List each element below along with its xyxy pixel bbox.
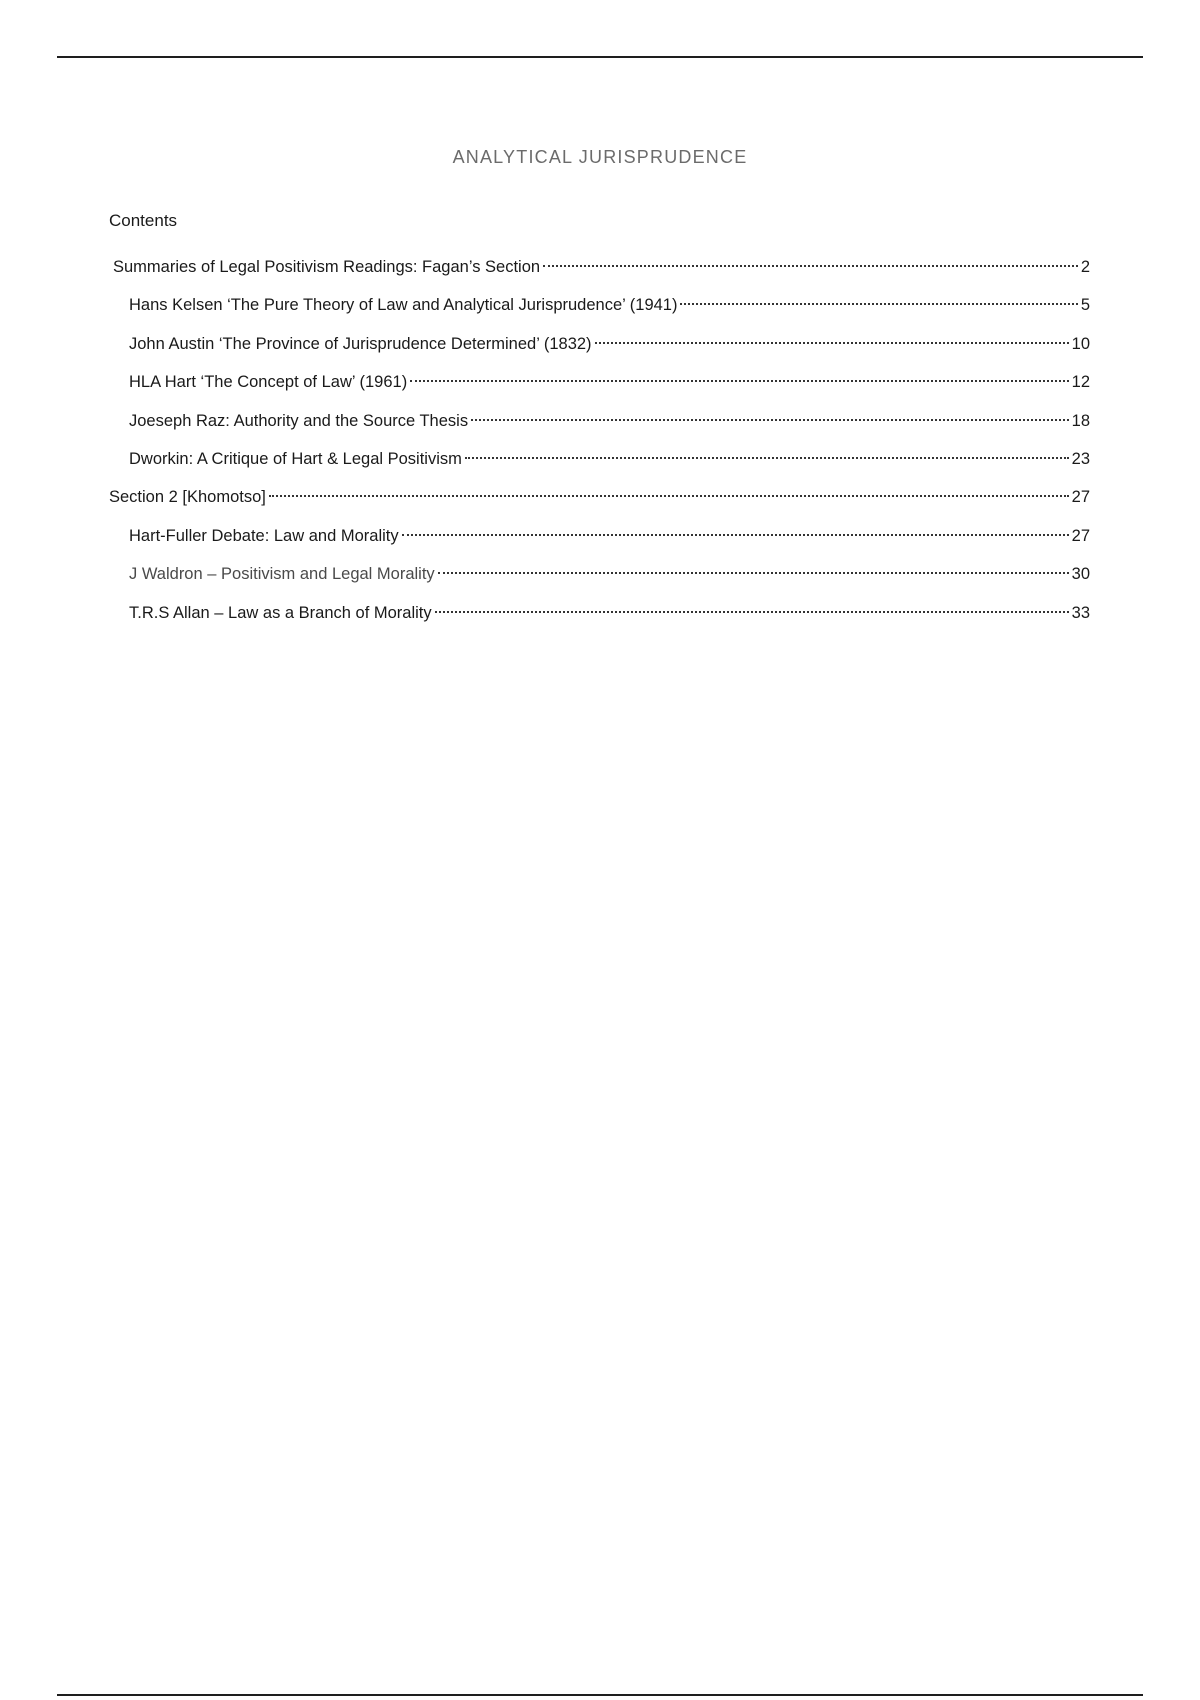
dot-leader xyxy=(410,380,1068,382)
toc-entry-title: Summaries of Legal Positivism Readings: Fagan’s Section xyxy=(113,258,541,276)
toc-entry-page: 18 xyxy=(1071,412,1090,430)
dot-leader xyxy=(438,572,1069,574)
toc-entry-page: 10 xyxy=(1071,335,1090,353)
contents-heading: Contents xyxy=(109,211,178,230)
toc-entry[interactable] xyxy=(0,408,1090,434)
toc-entry-page: 27 xyxy=(1071,488,1090,506)
toc-entry-page: 23 xyxy=(1071,450,1090,468)
toc-entry-title: John Austin ‘The Province of Jurisprudence Determined’ (1832) xyxy=(129,335,592,353)
toc-entry-title: Joeseph Raz: Authority and the Source Thesis xyxy=(129,412,469,430)
document-title: ANALYTICAL JURISPRUDENCE xyxy=(452,147,748,167)
toc-entry[interactable] xyxy=(0,292,1090,318)
toc-entry-title: J Waldron – Positivism and Legal Morality xyxy=(129,565,435,583)
toc-entry-page: 27 xyxy=(1071,527,1090,545)
toc-entry[interactable] xyxy=(0,446,1090,472)
toc-entry[interactable] xyxy=(0,484,1090,510)
dot-leader xyxy=(435,611,1069,613)
dot-leader xyxy=(471,419,1069,421)
dot-leader xyxy=(269,495,1069,497)
toc-entry[interactable] xyxy=(0,561,1090,587)
toc-entry-title: Hart-Fuller Debate: Law and Morality xyxy=(129,527,399,545)
toc-entry[interactable] xyxy=(0,254,1090,280)
dot-leader xyxy=(543,265,1078,267)
header-rule xyxy=(57,56,1143,58)
dot-leader xyxy=(402,534,1069,536)
toc-entry-page: 12 xyxy=(1071,373,1090,391)
toc-entry-title: Section 2 [Khomotso] xyxy=(109,488,266,506)
toc-entry-page: 33 xyxy=(1071,604,1090,622)
toc-entry-page: 2 xyxy=(1080,258,1090,276)
toc-entry[interactable] xyxy=(0,523,1090,549)
toc-entry-title: HLA Hart ‘The Concept of Law’ (1961) xyxy=(129,373,408,391)
toc-entry-title: Hans Kelsen ‘The Pure Theory of Law and Analytical Jurisprudence’ (1941) xyxy=(129,296,678,314)
dot-leader xyxy=(680,303,1077,305)
toc-entry-page: 5 xyxy=(1080,296,1090,314)
footer-rule xyxy=(57,1694,1143,1696)
toc-entry-title: T.R.S Allan – Law as a Branch of Morality xyxy=(129,604,432,622)
dot-leader xyxy=(595,342,1069,344)
toc-entry[interactable] xyxy=(0,369,1090,395)
dot-leader xyxy=(465,457,1069,459)
toc-entry[interactable] xyxy=(0,600,1090,626)
toc-entry-title: Dworkin: A Critique of Hart & Legal Positivism xyxy=(129,450,462,468)
toc-entry[interactable] xyxy=(0,331,1090,357)
toc-entry-page: 30 xyxy=(1071,565,1090,583)
